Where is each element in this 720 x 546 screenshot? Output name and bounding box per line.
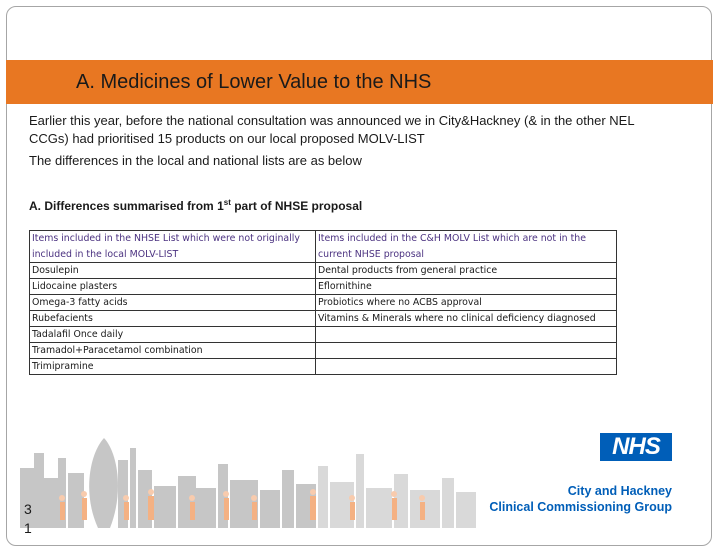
table-row xyxy=(30,295,617,311)
table-header-ch: Items included in the C&H MOLV List which are not in the current NHSE proposal xyxy=(316,231,617,263)
differences-table xyxy=(29,230,617,375)
table-cell: Trimipramine xyxy=(30,359,316,375)
table-header-nhse: Items included in the NHSE List which were not originally included in the local MOLV-LIST xyxy=(30,231,316,263)
table-cell xyxy=(316,343,617,359)
title-bar xyxy=(6,60,713,104)
page-number-digit-1: 3 xyxy=(24,501,32,517)
table-header-row xyxy=(30,231,617,263)
section-heading-post: part of NHSE proposal xyxy=(230,199,363,213)
intro-text: Earlier this year, before the national consultation was announced we in City&Hackney (& in the other NEL CCGs) had prioritised 15 products on our local proposed MOLV-LIST xyxy=(29,113,635,146)
page-number-digit-2: 1 xyxy=(24,520,32,536)
table-row xyxy=(30,327,617,343)
table-cell: Dental products from general practice xyxy=(316,263,617,279)
table-row xyxy=(30,311,617,327)
section-heading-pre: A. Differences summarised from 1 xyxy=(29,199,224,213)
table-cell: Tadalafil Once daily xyxy=(30,327,316,343)
table-cell: Lidocaine plasters xyxy=(30,279,316,295)
table-cell: Omega-3 fatty acids xyxy=(30,295,316,311)
table-cell: Probiotics where no ACBS approval xyxy=(316,295,617,311)
table-row xyxy=(30,359,617,375)
section-heading-sup: st xyxy=(223,198,231,207)
table-cell xyxy=(316,359,617,375)
table-cell: Dosulepin xyxy=(30,263,316,279)
table-cell: Vitamins & Minerals where no clinical deficiency diagnosed xyxy=(316,311,617,327)
intro-text-2: The differences in the local and national lists are as below xyxy=(29,153,362,168)
section-heading xyxy=(29,198,362,213)
slide-title: A. Medicines of Lower Value to the NHS xyxy=(76,71,432,93)
table-cell: Rubefacients xyxy=(30,311,316,327)
ccg-name-line2: Clinical Commissioning Group xyxy=(489,500,672,514)
table-row xyxy=(30,343,617,359)
table-cell: Tramadol+Paracetamol combination xyxy=(30,343,316,359)
table-cell: Eflornithine xyxy=(316,279,617,295)
ccg-name-line1: City and Hackney xyxy=(567,484,672,498)
table-cell xyxy=(316,327,617,343)
table-row xyxy=(30,279,617,295)
table-row xyxy=(30,263,617,279)
nhs-logo: NHS xyxy=(600,433,672,461)
page-number xyxy=(24,500,38,538)
city-skyline-illustration xyxy=(20,398,480,528)
